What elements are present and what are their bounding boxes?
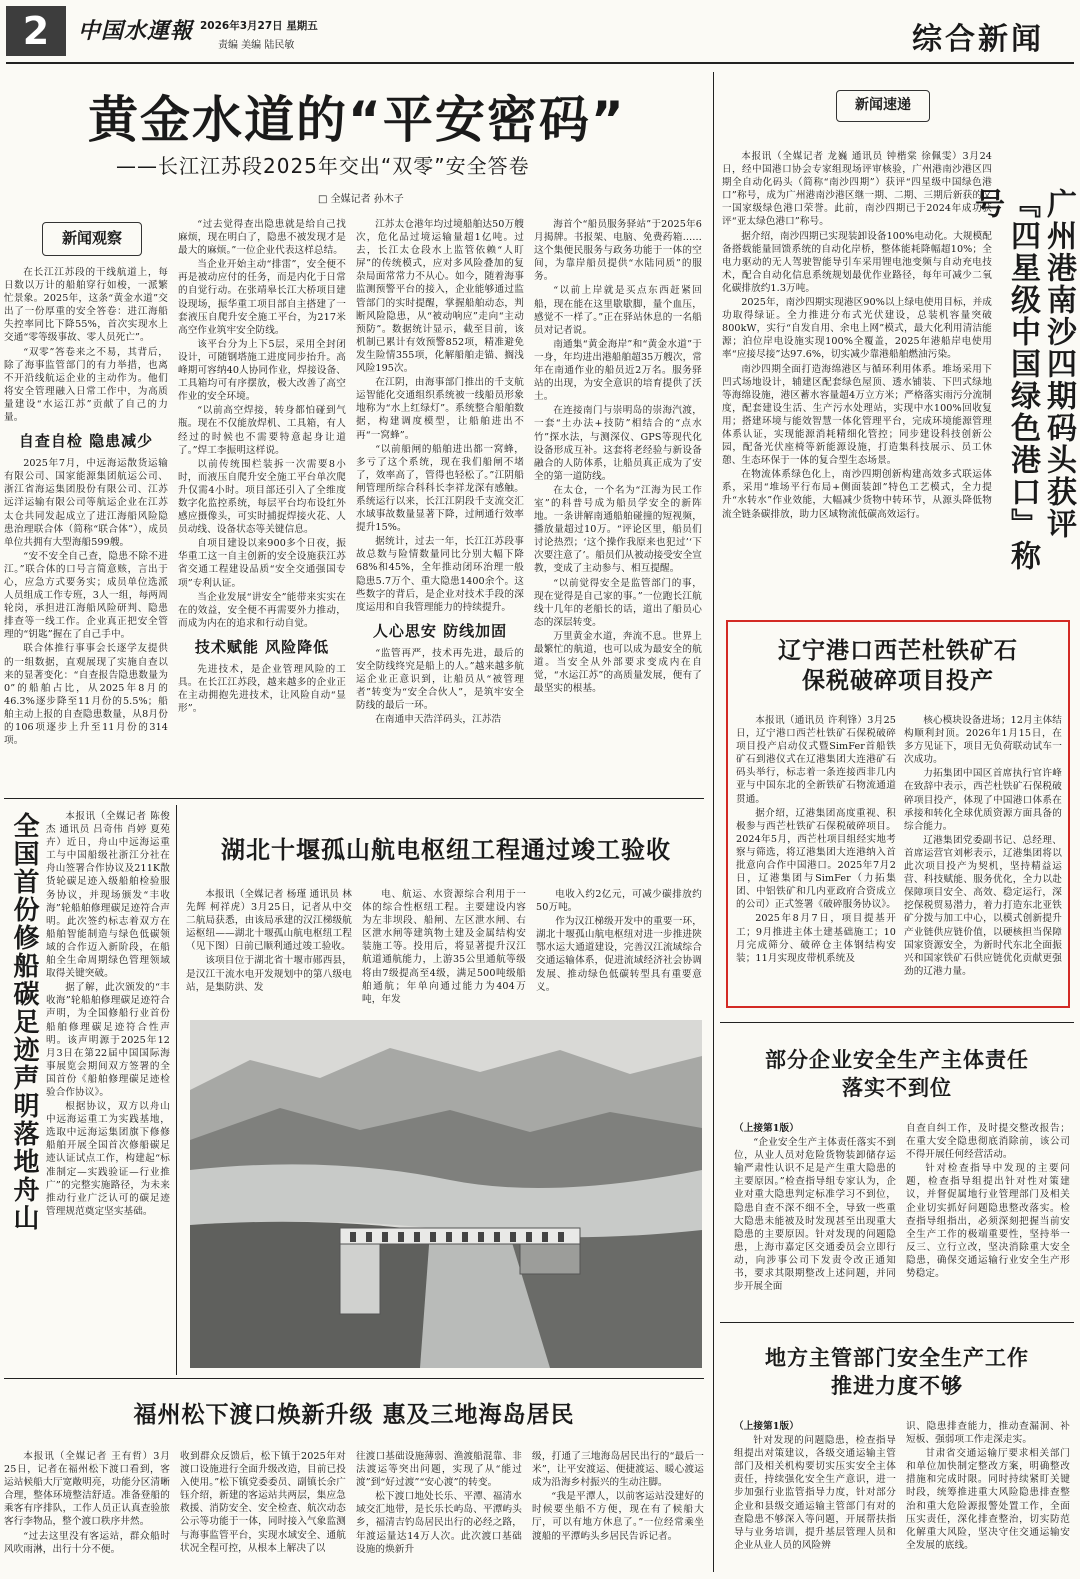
paragraph: 识、隐患排查能力，推动查漏洞、补短板、强弱项工作走深走实。: [906, 1421, 1070, 1446]
paragraph: 本报讯（全媒记者 王有哲）3月25日，记者在福州松下渡口看到，客运站候船大厅宽敞明亮，功能分区清晰合理，整体环境整洁舒适。准备登船的乘客有序排队，工作人员正认真查验旅客行李物品，整个渡口秩序井然。: [4, 1451, 170, 1528]
paragraph: 甘肃省交通运输厅要求相关部门和单位加快制定整改方案，明确整改措施和完成时限。同时持续紧盯关键时段，统筹推进重大风险隐患排查整治和重大危险源报警处置工作，全面压实责任，深化排查整治，切实防范化解重大风险，坚决守住交通运输安全发展的底线。: [906, 1448, 1070, 1551]
headline-line: 落实不到位: [842, 1076, 952, 1100]
section-rule: [4, 798, 704, 799]
liaoning-column-1: [736, 714, 896, 1002]
paragraph: 以前传统围栏装拆一次需要8小时，而液压自爬升安全施工平台单次爬升仅需4小时。项目部还引入了全维度数字化监控系统，每层平台均布设红外感应摄像头，可实时捕捉焊接火花、人员动线、设备状态等关键信息。: [178, 458, 346, 536]
fuzhou-column-4: [532, 1450, 704, 1574]
subheading: 人心思安 防线加固: [372, 621, 508, 640]
page-number-box: 2: [6, 6, 66, 56]
paragraph: 本报讯（全媒记者 陈俊杰 通讯员 吕奇伟 肖婷 夏苑卉）近日，舟山中远海运重工与中国船级社浙江分社在舟山签署合作协议及211K散货轮碳足迹入级船舶检验服务协议，并现场颁发“丰收海”轮船舶修理碳足迹符合声明。此次签约标志着双方在船舶智能制造与绿色低碳领域的合作迈入新阶段，在船舶全生命周期绿色管理领域取得关键突破。: [46, 811, 170, 980]
lead-column-4: [534, 218, 702, 786]
paragraph: 据介绍，南沙四期已实现装卸设备100%电动化。大规模配备搭载能量回馈系统的自动化岸桥，整体能耗降幅超10%；全电力驱动的无人驾驶智能导引车采用锂电池变频与自动充电技术，配合自动化信息系统规划最优作业路径，每年可减少二氧化碳排放约1.3万吨。: [722, 230, 992, 294]
paragraph: 南沙四期全面打造海绵港区与循环利用体系。堆场采用下凹式场地设计，辅建区配套绿色屋顶、透水铺装、下凹式绿地等海绵设施，港区蓄水容量超4万立方米；严格落实雨污分流制度，配套建设生活、生产污水处理站，实现中水100%回收复用；搭建环境与能效智慧一体化管理平台，完成环境能源管理体系认证，实现能源消耗精细化管控；同步建设科技创新公园，配备光伏座椅等新能源设施，打造集科技展示、员工休憩、生态环保于一体的复合型生态场景。: [722, 363, 992, 467]
paragraph: 在连接南门与崇明岛的崇海汽渡，一套“土办法+技防”相结合的“点水竹”探水法，与测深仪、GPS等现代化设备形成互补。这套将老经验与新设备融合的人防体系，让船员真正成为了安全的第一道防线。: [534, 405, 702, 482]
lead-headline: 黄金水道的“平安密码”: [88, 91, 626, 149]
liaoning-headline: [726, 636, 1070, 696]
paragraph: 作为汉江梯级开发中的重要一环，湖北十堰孤山航电枢纽对进一步推进陕鄂水运大通道建设，完善汉江流域综合交通运输体系，促进流域经济社会协调发展、推动绿色低碳转型具有重要意义。: [536, 916, 702, 993]
paragraph: 在南通申天浩洋码头，江苏浩: [375, 714, 502, 726]
paragraph: 在物流体系绿色化上，南沙四期创新构建高效多式联运体系，采用“堆场平行布局+侧面装卸”特色工艺模式，全力提升“水转水”作业效能，大幅减少货物中转环节，从源头降低物流全链条碳排放，助力区域物流低碳高效运行。: [722, 469, 992, 520]
news-brief-badge: 新闻速递: [836, 90, 930, 122]
paragraph: 该项目位于湖北省十堰市郧西县，是汉江干流水电开发规划中的第八级电站，是集防洪、发: [186, 955, 352, 993]
paragraph: 核心模块设备进场；12月主体结构顺利封顶。2026年1月15日，在多方见证下，项目无负荷联动试车一次成功。: [904, 715, 1062, 766]
headline-line: 保税破碎项目投产: [802, 668, 994, 694]
lead-subheadline: ——长江江苏段2025年交出“双零”安全答卷: [116, 154, 530, 178]
section-rule: [720, 1022, 1074, 1023]
paragraph: 电收入约2亿元，可减少碳排放约50万吨。: [536, 889, 702, 914]
fuzhou-column-2: [180, 1450, 346, 1574]
date-text: 2026年3月27日: [200, 20, 283, 32]
lead-column-2: [178, 218, 346, 786]
news-brief-headline: 广州港南沙四期码头获评『四星级中国绿色港口』称号: [969, 188, 1076, 572]
paragraph: “安不安全自己查，隐患不除不进江。”联合体的口号言简意赅，言出于心，应急方式要务实；成员单位选派人员组成工作专班，3人一组，每两周轮岗，承担进江海船风险研判、隐患排查等一线工作。企业真正把安全管理的“钥匙”握在了自己手中。: [4, 550, 168, 641]
weekday-text: 星期五: [286, 20, 318, 32]
paragraph: 当企业开始主动“排雷”，安全便不再是被动应付的任务，而是内化于日常的自觉行动。在张靖皋长江大桥项目建设现场，振华重工项目部自主搭建了一套液压自爬升安全施工平台，为217米高空作业筑牢安全防线。: [178, 259, 346, 336]
fuzhou-column-1: [4, 1450, 170, 1574]
paragraph: 南通集“黄金海岸”和“黄金水道”于一身，年均进出港船舶超35万艘次，常年在南通作业的船员近2万名。服务驿站的出现，为安全意识的培育提供了沃土。: [534, 338, 702, 403]
paragraph: 据介绍，辽港集团高度重视、积极参与西芒杜铁矿石保税破碎项目。2024年5月，西芒杜项目组经实地考察与筛选，将辽港集团大连港纳入首批意向合作中国港口。2025年7月2日，辽港集团与SimFer（力拓集团、中铝铁矿和几内亚政府合资成立的公司）正式签署《破碎服务协议》。: [736, 807, 896, 911]
paragraph: 万里黄金水道，奔流不息。世界上最繁忙的航道，也可以成为最安全的航道。当安全从外部要求变成内在自觉，“水运江苏”的高质量发展，便有了最坚实的根基。: [534, 630, 702, 695]
safety2-headline: [720, 1344, 1074, 1400]
continued-label: （上接第1版）: [734, 1421, 799, 1432]
ship-story-body: [46, 810, 170, 1370]
paragraph: 往渡口基础设施薄弱、渔渡船混靠、非法渡运等突出问题，实现了从“能过渡”到“好过渡”“安心渡”的转变。: [356, 1451, 522, 1489]
paragraph: “过去觉得查出隐患就是给自己找麻烦，现在明白了，隐患不被发现才是最大的麻烦。”一位企业代表这样总结。: [178, 219, 346, 257]
paragraph: “以前觉得安全是监管部门的事，现在觉得是自己家的事。”一位跑长江航线十几年的老船长的话，道出了船员心态的深层转变。: [534, 577, 702, 628]
news-brief-body: [722, 150, 992, 590]
paragraph: “双零”答卷来之不易，其背后，除了海事监管部门的有力举措，也离不开沿线航运企业的主动作为。他们将安全管理融入日常工作中，为高质量建设“水运江苏”贡献了自己的力量。: [4, 346, 168, 424]
liaoning-column-2: [904, 714, 1062, 1002]
hubei-headline: 湖北十堰孤山航电枢纽工程通过竣工验收: [221, 836, 671, 864]
column-divider: [713, 72, 714, 1572]
editor-credits: 责编 美编 陆民敏: [218, 40, 295, 51]
paragraph: 联合体推行事事会长逐学友提供的一组数据，直观展现了实施自查以来的显著变化：“自查报告隐患数量为0”的船舶占比，从2025年8月的46.3%逐步降至11月份的5.5%；船舶主动上报的自查隐患数量，从8月份的106项逐步上升至11月份的314项。: [4, 643, 168, 747]
paragraph: 在江阴，由海事部门推出的千支航运智能化交通组织系统被一线船员形象地称为“水上红绿灯”。系统整合船舶数据，构建调度模型，让船舶进出不再“一窝蜂”。: [356, 377, 524, 441]
column-divider: [176, 805, 177, 1375]
ship-lock: [340, 1244, 380, 1314]
paragraph: 电、航运、水资源综合利用于一体的综合性枢纽工程。主要建设内容为左非坝段、船闸、左区泄水闸、右区泄水闸等建筑物土建及金属结构安装施工等。投用后，将显著提升汉江航道通航能力，上游35公里通航等级将由7级提高至4级，满足500吨级船舶通航；年单向通过能力为404万吨，年发: [362, 889, 526, 1005]
paragraph: 在长江江苏段的干线航道上，每日数以万计的船舶穿行如梭，一派繁忙景象。2025年，这条“黄金水道”交出了一份厚重的安全答卷：进江海船失控率同比下降55%，首次实现水上交通“零等级事故、零人员死亡”。: [4, 267, 168, 344]
news-observation-badge: 新闻观察: [42, 222, 142, 256]
hubei-column-3: [536, 888, 702, 1016]
masthead-rule: [6, 62, 1074, 64]
paragraph: 2025年7月，中远海运散货运输有限公司、国家能源集团航运公司、浙江省海运集团股份有限公司、江苏远洋运输有限公司等航运企业在江苏太仓共同发起成立了进江海船风险隐患治理联合体（简称“联合体”），成员单位共拥有大型海船599艘。: [4, 458, 168, 548]
paragraph: 级，打通了三地海岛居民出行的“最后一米”，让平安渡运、便捷渡运、暖心渡运成为沿海乡村振兴的生动注脚。: [532, 1451, 704, 1489]
paragraph: “监管再严，技术再先进，最后的安全防线终究是船上的人。”越来越多航运企业正意识到，让船员从“被管理者”转变为“安全合伙人”，是筑牢安全防线的最后一环。: [356, 647, 524, 712]
paragraph: 本报讯（全媒记者 杨瑾 通讯员 林先辉 柯祥虎）3月25日，记者从中交二航局获悉，由该局承建的汉江梯级航运枢纽——湖北十堰孤山航电枢纽工程（见下图）日前已顺利通过竣工验收。: [186, 889, 352, 953]
safety2-column-2: [906, 1420, 1070, 1574]
continued-label: （上接第1版）: [734, 1123, 799, 1134]
section-rule: [720, 1322, 1074, 1323]
paragraph: “我是平潭人，以前客运站没建好的时候要坐船不方便，现在有了候船大厅，可以有地方休息了。”一位经常乘坐渡船的平潭屿头乡居民告诉记者。: [532, 1491, 704, 1542]
paragraph: 先进技术，是企业管理风险的工具。在长江江苏段，越来越多的企业正在主动拥抱先进技术，让风险自动“显形”。: [178, 663, 346, 715]
ship-story-headline: 全国首份修船碳足迹声明落地舟山: [9, 812, 39, 1232]
paragraph: 该平台分为上下5层，采用全封闭设计，可随钢塔施工进度同步抬升。高峰期可容纳40人协同作业，焊接设备、工具箱均可有序摆放，极大改善了高空作业的安全环境。: [178, 338, 346, 403]
paragraph: 在太仓，一个名为“江海为民工作室”的科普号成为船员学安全的新阵地。一条讲解南通船舶碰撞的短视频，播放量超过10万。“评论区里，船员们讨论热烈；‘这个操作我原来也犯过’‘下次要注意了’。船员们从被动接受安全宣教，变成了主动参与、相互提醒。: [534, 484, 702, 575]
headline-line: 地方主管部门安全生产工作: [765, 1346, 1029, 1370]
paragraph: 江苏太仓港年均过境船舶达50万艘次，危化品过境运输量超1亿吨。过去，长江太仓段水上监管依赖“人盯屏”的传统模式，应对多风险叠加的复杂局面常常力不从心。如今，随着海事监测预警平台的接入，企业能够通过监管部门的实时提醒，掌握船舶动态，判断风险隐患，从“被动响应”走向“主动预防”。数据统计显示，截至目前，该机制已累计有效预警852项，精准避免发生险情355项，化解船舶走锚、搁浅风险195次。: [356, 219, 524, 375]
paragraph: “过去这里没有客运站，群众船时风吹雨淋，出行十分不便。: [4, 1530, 170, 1555]
headline-line: 推进力度不够: [831, 1374, 963, 1398]
subheading: 技术赋能 风险降低: [194, 637, 330, 656]
paragraph: “以前船闸的船舶进出都一窝蜂，多亏了这个系统，现在我们船闸不堵了，效率高了，管得也轻松了。”江阴船闸管理所综合科科长李祥龙深有感触。系统运行以来，长江江阴段千支流交汇水域事故数量显著下降，过闸通行效率提升15%。: [356, 443, 524, 534]
paragraph: 松下渡口地处长乐、平潭、福清水域交汇地带，是长乐长屿岛、平潭屿头乡，福清吉钓岛居民出行的必经之路，年渡运量达14万人次。此次渡口基础设施的焕新升: [356, 1491, 522, 1555]
subheading: 自查自检 隐患减少: [18, 432, 154, 451]
paragraph: 辽港集团党委副书记、总经理、首席运营官刘彬表示，辽港集团将以此次项目投产为契机，坚持精益运营、科技赋能、服务优化，全力以赴保障项目安全、高效、稳定运行，深挖保税贸易潜力，着力打造东北亚铁矿分拨与加工中心，以模式创新提升产业链供应链价值，以硬核担当保障国家资源安全，为新时代东北全面振兴和国家铁矿石供应链优化贡献更强劲的辽港力量。: [904, 834, 1062, 977]
lead-column-3: [356, 218, 524, 786]
section-rule: [4, 1378, 704, 1379]
paragraph: 海首个“船员服务驿站”于2025年6月揭牌。书报架、电脑、免费药箱……这个集便民服务与政务功能于一体的空间，为靠岸船员提供“水陆同质”的服务。: [534, 219, 702, 283]
paragraph: 自项目建设以来900多个日夜，振华重工这一自主创新的安全设施获江苏省交通工程建设品质“安全交通强国专项”专利认证。: [178, 538, 346, 589]
fuzhou-headline: 福州松下渡口焕新升级 惠及三地海岛居民: [133, 1402, 575, 1428]
dam-aerial-photo: [190, 1020, 702, 1368]
paragraph: 2025年8月7日，项目提基开工；9月推进主体土建基础施工；10月完成筛分、破碎仓主体钢结构安装；11月实现皮带机系统及: [736, 913, 896, 964]
lead-byline: □ 全媒记者 孙木子: [318, 194, 404, 205]
safety1-column-2: [906, 1122, 1070, 1312]
lead-column-1: [4, 266, 168, 786]
hubei-column-2: [362, 888, 526, 1016]
paragraph: 本报讯（全媒记者 龙巍 通讯员 钟楷棠 徐佩雯）3月24日，经中国港口协会专家组现场评审核验，广州港南沙港区四期全自动化码头（简称“南沙四期”）获评“四星级中国绿色港口”称号，成为广州港南沙港区继一期、二期、三期后新获的又一国家级绿色港口荣誉。此前，南沙四期已于2024年成功获评“亚太绿色港口”称号。: [722, 151, 992, 228]
paragraph: 收到群众反馈后，松下镇于2025年对渡口设施进行全面升级改造，目前已投入使用。”松下镇党委委员、副镇长余广钰介绍，新建的客运站共两层，集应急救援、消防安全、安全检查、航次动态公示等功能于一体，同时接入气象监测与海事监管平台，实现水域安全、通航状况全程可控，从根本上解决了以: [180, 1451, 346, 1554]
paragraph: 据统计，过去一年，长江江苏段事故总数与险情数量同比分别大幅下降68%和45%，全年推动闭环治理一般隐患5.7万个、重大隐患1400余个。这些数字的背后，是企业对技术手段的深度运用和自我管理能力的持续提升。: [356, 536, 524, 613]
newspaper-name: 中国水運報: [78, 18, 194, 44]
paragraph: 针对发现的问题隐患，检查指导组提出对策建议，各级交通运输主管部门及相关机构要切实压实安全主体责任，持续强化安全生产意识，进一步加强行业监管指导力度，针对部分企业和县级交通运输主管部门有对的查隐患不够深入等问题，开展帮扶指导与业务培训，提升基层管理人员和企业从业人员的风险辨: [734, 1435, 896, 1551]
fuzhou-column-3: [356, 1450, 522, 1574]
issue-date: [200, 18, 318, 33]
paragraph: 自查自纠工作，及时提交整改报告；在重大安全隐患彻底消除前，该公司不得开展任何经营活动。: [906, 1123, 1070, 1161]
paragraph: 根据协议，双方以舟山中远海运重工为实践基地，选取中远海运集团旗下修修船舶开展全国首次修船碳足迹认证试点工作，构建起“标准制定—实践验证—行业推广”的完整实施路径，为未来推动行业广泛认可的碳足迹管理规范奠定坚实基础。: [46, 1101, 170, 1217]
dam-illustration: [190, 1020, 702, 1368]
paragraph: “企业安全生产主体责任落实不到位，从业人员对危险货物装卸储存运输严肃性认识不足是产生重大隐患的主要原因。”检查指导组专家认为，企业对重大隐患判定标准学习不到位，隐患自查不深不细不全，导致一些重大隐患未能被及时发现甚至出现重大隐患的主要原因。针对发现的问题隐患，上海市嘉定区交通委员会立即行动，向涉事公司下发责令改正通知书，要求其限期整改上述问题，并同步开展全面: [734, 1137, 896, 1293]
safety1-column-1: [734, 1122, 896, 1312]
paragraph: 本报讯（通讯员 许利锋）3月25日，辽宁港口西芒杜铁矿石保税破碎项目投产启动仪式暨SimFer首船铁矿石到港仪式在辽港集团大连港矿石码头举行，标志着一条连接西非几内亚与中国东北的全新铁矿石物流通道贯通。: [736, 715, 896, 805]
headline-line: 辽宁港口西芒杜铁矿石: [778, 638, 1018, 664]
paragraph: “以前高空焊接，转身都怕碰到气瓶。现在不仅能放焊机、工具箱，有人经过的时候也不需要特意起身让道了。”焊工李振明这样说。: [178, 405, 346, 456]
paragraph: 2025年，南沙四期实现港区90%以上绿电使用目标，并成功取得绿证。全力推进分布式光伏建设，总装机容量突破800kW，实行“自发自用、余电上网”模式，最大化利用清洁能源；泊位岸电设施实现100%全覆盖，2025年港船岸电使用率“应接尽接”达97.6%，切实减少靠港船舶燃油污染。: [722, 297, 992, 361]
section-title: 综合新闻: [912, 22, 1044, 57]
paragraph: “以前上岸就是买点东西赶紧回船，现在能在这里歇歇脚，量个血压，感觉不一样了。”正在驿站休息的一名船员对记者说。: [534, 285, 702, 336]
paragraph: 力拓集团中国区首席执行官许峰在致辞中表示，西芒杜铁矿石保税破碎项目投产，体现了中国港口体系在承接和转化全球优质资源方面具备的综合能力。: [904, 768, 1062, 832]
paragraph: 当企业发展“讲安全”能带来实实在在的效益，安全便不再需要外力推动，而成为内在的追求和行动自觉。: [178, 591, 346, 629]
safety1-headline: [720, 1046, 1074, 1102]
paragraph: 针对检查指导中发现的主要问题，检查指导组提出针对性对策建议，并督促属地行业管理部门及相关企业切实抓好问题隐患整改落实。检查指导组指出，必须深刻把握当前安全生产工作的极端重要性，坚持举一反三、立行立改，坚决消除重大安全隐患，确保交通运输行业安全生产形势稳定。: [906, 1163, 1070, 1280]
powerhouse: [520, 1244, 580, 1274]
headline-line: 部分企业安全生产主体责任: [765, 1048, 1029, 1072]
hubei-column-1: [186, 888, 352, 1016]
paragraph: 据了解，此次颁发的“丰收海”轮船舶修理碳足迹符合声明，为全国修船行业首份船舶修理碳足迹符合性声明。该声明源于2025年12月3日在第22届中国国际海事展览会期间双方签署的全国首份《船舶修理碳足迹检验合作协议》。: [46, 982, 170, 1098]
safety2-column-1: [734, 1420, 896, 1574]
